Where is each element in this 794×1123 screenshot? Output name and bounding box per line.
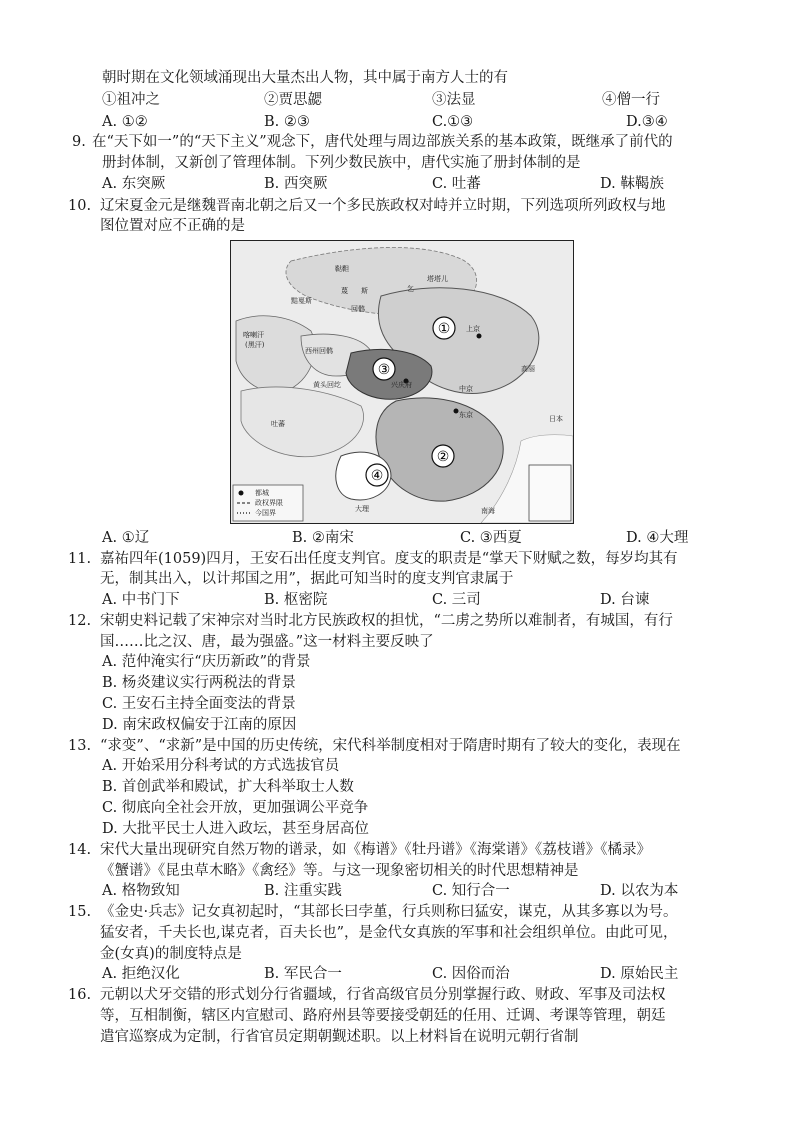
q13-option-b: B. 首创武举和殿试，扩大科举取士人数 — [102, 779, 354, 795]
q13-option-d: D. 大批平民士人进入政坛，甚至身居高位 — [102, 821, 369, 837]
q10-stem-line2: 图位置对应不正确的是 — [100, 218, 245, 234]
q14-stem-line1: 宋代大量出现研究自然万物的谱录，如《梅谱》《牡丹谱》《海棠谱》《荔枝谱》《橘录》 — [100, 842, 651, 858]
map-label-xiajiasi: 黠戛斯 — [291, 297, 312, 305]
q16-stem-line3: 遣官巡察成为定制，行省官员定期朝觐述职。以上材料旨在说明元朝行省制 — [100, 1029, 579, 1045]
q8-stem-tail: 朝时期在文化领域涌现出大量杰出人物，其中属于南方人士的有 — [102, 70, 508, 86]
q9-number: 9. — [72, 134, 86, 150]
map-label-zhongjing: 中京 — [459, 385, 473, 393]
q12-option-c: C. 王安石主持全面变法的背景 — [102, 696, 296, 712]
q14-option-d: D. 以农为本 — [600, 883, 679, 899]
q14-option-c: C. 知行合一 — [432, 883, 510, 899]
map-label-dongjing: 东京 — [459, 411, 473, 419]
q13-option-a: A. 开始采用分科考试的方式选拔官员 — [102, 758, 340, 774]
map-label-gaoli: 高丽 — [521, 365, 535, 373]
q15-number: 15. — [68, 904, 92, 920]
q8-item-1: ①祖冲之 — [102, 92, 160, 108]
q13-number: 13. — [68, 738, 92, 754]
q15-option-a: A. 拒绝汉化 — [102, 966, 180, 982]
q11-option-b: B. 枢密院 — [264, 592, 328, 608]
q16-stem-line1: 元朝以犬牙交错的形式划分行省疆域，行省高级官员分别掌握行政、财政、军事及司法权 — [100, 987, 666, 1003]
q10-stem-line1: 辽宋夏金元是继魏晋南北朝之后又一个多民族政权对峙并立时期，下列选项所列政权与地 — [100, 198, 666, 214]
q15-stem-line2: 猛安者，千夫长也,谋克者，百夫长也”，是金代女真族的军事和社会组织单位。由此可见， — [100, 925, 678, 941]
q12-option-d: D. 南宋政权偏安于江南的原因 — [102, 717, 297, 733]
q8-option-c: C.①③ — [432, 114, 474, 130]
q12-option-a: A. 范仲淹实行“庆历新政”的背景 — [102, 654, 311, 670]
q10-option-b: B. ②南宋 — [292, 530, 354, 546]
q14-option-a: A. 格物致知 — [102, 883, 180, 899]
q11-number: 11. — [68, 551, 92, 567]
q11-stem-line1: 嘉祐四年(1059)四月，王安石出任度支判官。度支的职责是“掌天下财赋之数，每岁均其有 — [100, 551, 678, 567]
map-legend-modern-border: 今国界 — [255, 509, 276, 517]
map-marker-2: ② — [436, 449, 450, 465]
map-label-qi: 乞 — [407, 285, 414, 293]
q9-option-b: B. 西突厥 — [264, 176, 328, 192]
song-liao-xia-map — [230, 240, 574, 524]
q9-option-c: C. 吐蕃 — [432, 176, 481, 192]
q14-option-b: B. 注重实践 — [264, 883, 342, 899]
map-label-nanhai: 南海 — [481, 507, 495, 515]
map-label-xingqingfu: 兴庆府 — [391, 381, 412, 389]
map-label-huihu: 回鹘 — [351, 305, 365, 313]
q13-stem-line1: “求变”、“求新”是中国的历史传统，宋代科举制度相对于隋唐时期有了较大的变化，表现在 — [100, 738, 681, 754]
q15-stem-line3: 金(女真)的制度特点是 — [100, 946, 242, 962]
q10-option-a: A. ①辽 — [102, 530, 150, 546]
q11-option-c: C. 三司 — [432, 592, 481, 608]
map-label-dali: 大理 — [355, 505, 369, 513]
q9-option-d: D. 靺鞨族 — [600, 176, 664, 192]
q14-number: 14. — [68, 842, 92, 858]
q8-item-3: ③法显 — [432, 92, 476, 108]
q16-number: 16. — [68, 987, 92, 1003]
map-label-riben: 日本 — [549, 415, 563, 423]
q11-stem-line2: 无，制其出入，以计邦国之用”，据此可知当时的度支判官隶属于 — [100, 571, 514, 587]
map-legend-capital: 都城 — [255, 489, 269, 497]
q15-option-d: D. 原始民主 — [600, 966, 679, 982]
q8-option-a: A. ①② — [102, 114, 148, 130]
q12-stem-line1: 宋朝史料记载了宋神宗对当时北方民族政权的担忧，“二虏之势所以难制者，有城国，有行 — [100, 613, 673, 629]
q8-item-2: ②贾思勰 — [264, 92, 322, 108]
q13-option-c: C. 彻底向全社会开放，更加强调公平竞争 — [102, 800, 369, 816]
q8-option-b: B. ②③ — [264, 114, 310, 130]
map-label-tubo: 吐蕃 — [271, 420, 285, 428]
map-label-si: 斯 — [361, 287, 368, 295]
map-label-shangjing: 上京 — [466, 325, 480, 333]
q11-option-a: A. 中书门下 — [102, 592, 180, 608]
q12-number: 12. — [68, 613, 92, 629]
map-label-xizhou-huihu: 西州回鹘 — [305, 347, 333, 355]
q12-stem-line2: 国……比之汉、唐，最为强盛。”这一材料主要反映了 — [100, 634, 434, 650]
map-label-heihan: (黑汗) — [245, 341, 265, 349]
q10-option-d: D. ④大理 — [626, 530, 689, 546]
map-label-dada: 鞑靼 — [335, 265, 349, 273]
map-label-tatar: 塔塔儿 — [427, 275, 448, 283]
q9-stem-line2: 册封体制，又新创了管理体制。下列少数民族中，唐代实施了册封体制的是 — [102, 155, 581, 171]
map-label-mie: 蔑 — [341, 287, 348, 295]
q10-number: 10. — [68, 198, 92, 214]
map-label-kalahan: 喀喇汗 — [243, 331, 264, 339]
q12-option-b: B. 杨炎建议实行两税法的背景 — [102, 675, 296, 691]
map-marker-3: ③ — [377, 362, 391, 378]
q8-item-4: ④僧一行 — [602, 92, 660, 108]
q8-option-d: D.③④ — [626, 114, 668, 130]
q9-stem-line1: 在“天下如一”的“天下主义”观念下，唐代处理与周边部族关系的基本政策，既继承了前代的 — [92, 134, 673, 150]
map-marker-4: ④ — [370, 468, 384, 484]
q15-option-b: B. 军民合一 — [264, 966, 342, 982]
map-label-huangtou-huihe: 黄头回纥 — [313, 381, 341, 389]
map-legend-border: 政权界限 — [255, 499, 283, 507]
q16-stem-line2: 等，互相制衡，辖区内宣慰司、路府州县等要接受朝廷的任用、迁调、考课等管理，朝廷 — [100, 1008, 666, 1024]
q15-stem-line1: 《金史·兵志》记女真初起时，“其部长曰孛堇，行兵则称曰猛安，谋克，从其多寡以为号。 — [100, 904, 678, 920]
q10-option-c: C. ③西夏 — [460, 530, 522, 546]
q14-stem-line2: 《蟹谱》《昆虫草木略》《禽经》等。与这一现象密切相关的时代思想精神是 — [100, 863, 579, 879]
q15-option-c: C. 因俗而治 — [432, 966, 510, 982]
map-marker-1: ① — [437, 321, 451, 337]
q11-option-d: D. 台谏 — [600, 592, 650, 608]
q9-option-a: A. 东突厥 — [102, 176, 166, 192]
